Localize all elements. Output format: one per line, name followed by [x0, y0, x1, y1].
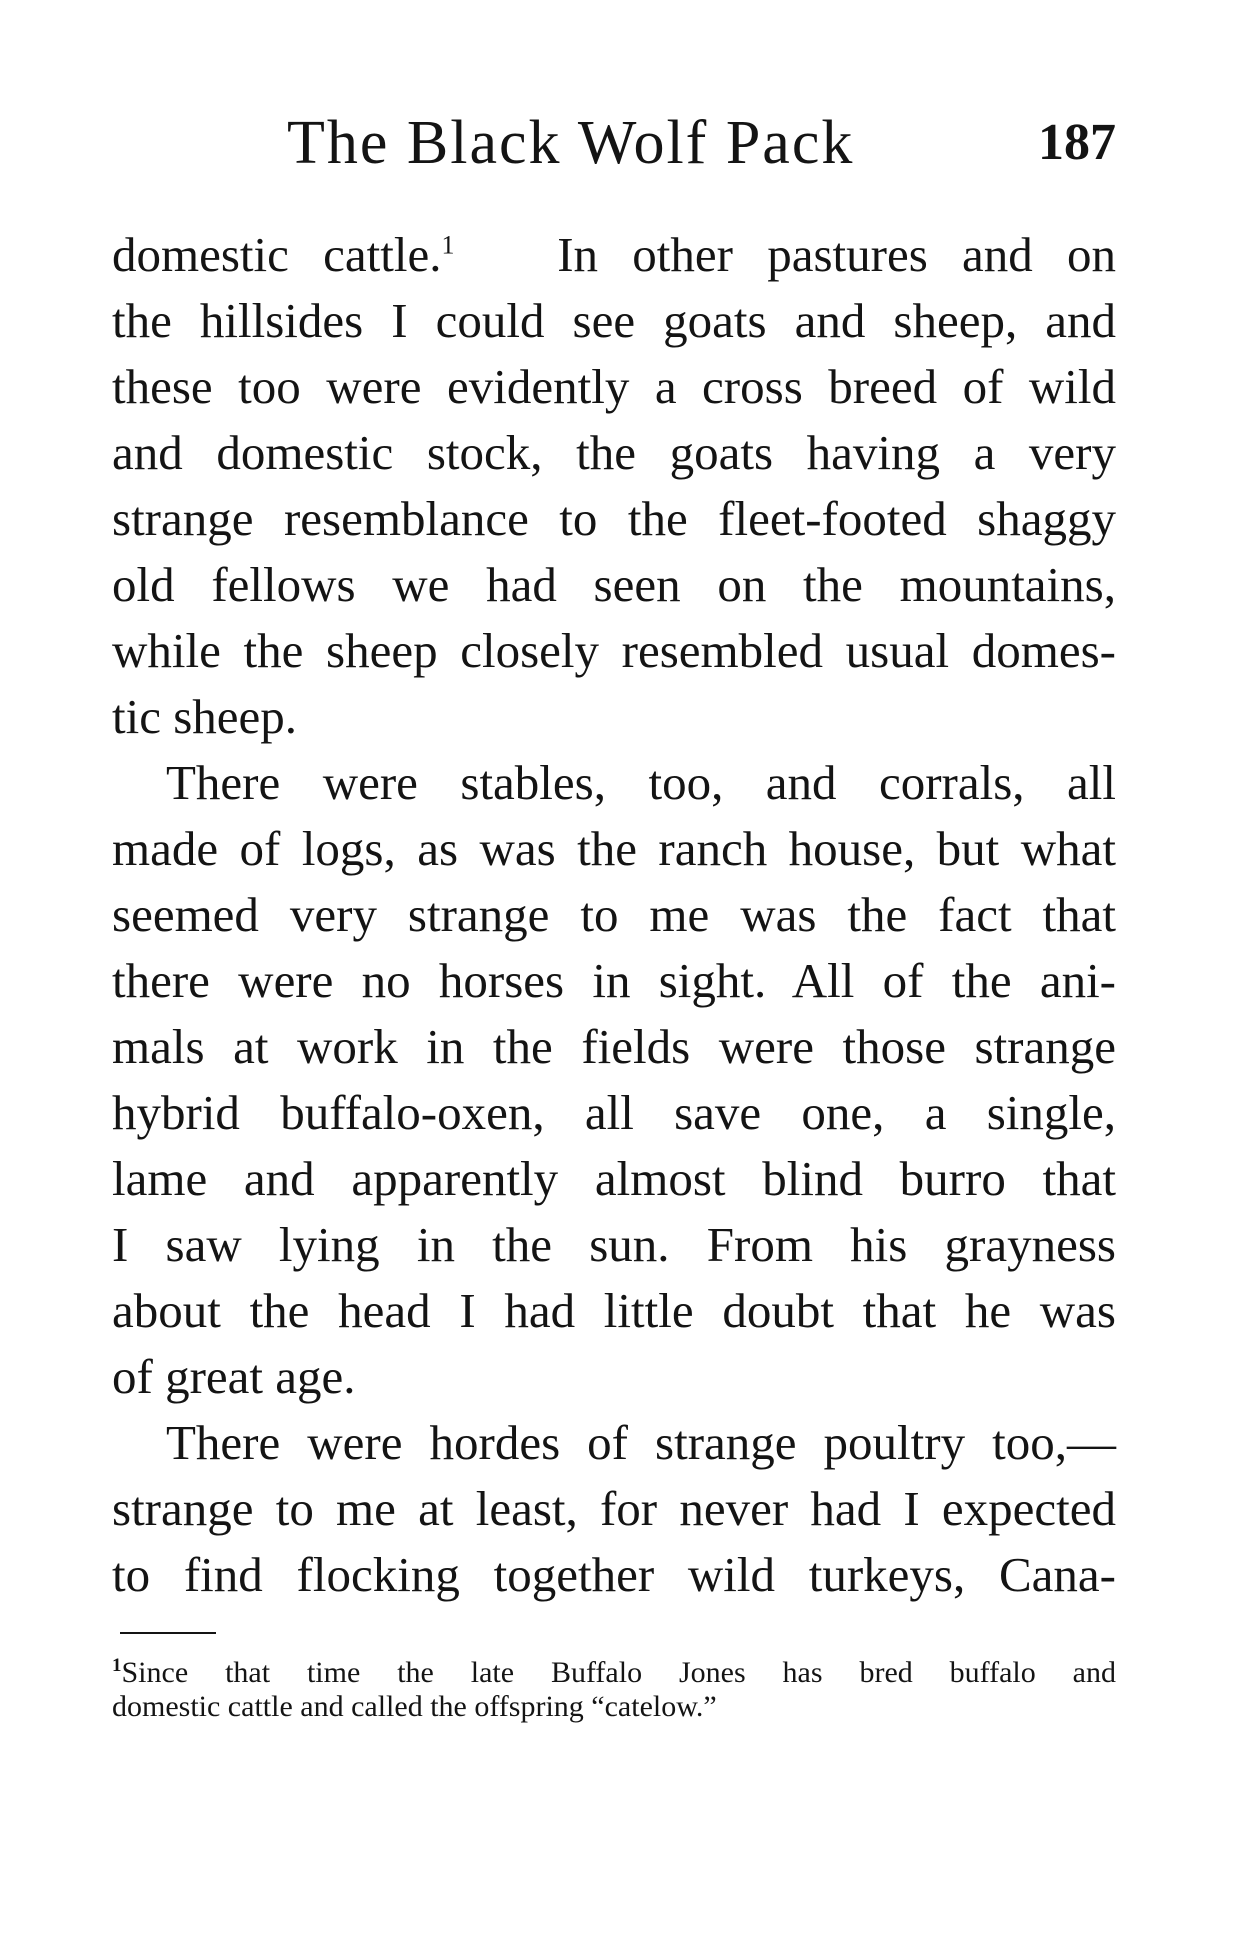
text-line: strange resemblance to the fleet-footed shaggy [112, 491, 1116, 546]
text-line: about the head I had little doubt that he was [112, 1283, 1116, 1338]
footnote [112, 1656, 1116, 1724]
text-line: mals at work in the fields were those strange [112, 1019, 1116, 1074]
text-line: of great age. [112, 1349, 356, 1404]
text-line: there were no horses in sight. All of the ani- [112, 953, 1116, 1008]
text-line: made of logs, as was the ranch house, but what [112, 821, 1116, 876]
text-line: I saw lying in the sun. From his grayness [112, 1217, 1116, 1272]
text-line: domestic cattle.$^1$ In other pastures and on [112, 227, 1117, 282]
footnote-divider [120, 1632, 216, 1634]
paragraph-1 [112, 222, 1116, 750]
text-line: to find flocking together wild turkeys, Cana- [112, 1547, 1116, 1602]
text-line: and domestic stock, the goats having a very [112, 425, 1116, 480]
text-line: seemed very strange to me was the fact that [112, 887, 1116, 942]
text-line: There were hordes of strange poultry too,— [166, 1415, 1116, 1470]
footnote-line: $^1$Since that time the late Buffalo Jones has bred buffalo and [112, 1655, 1116, 1689]
footnote-line: domestic cattle and called the offspring “catelow.” [112, 1690, 717, 1723]
footnote-reference[interactable]: 1 [441, 230, 455, 260]
paragraph-3 [112, 1410, 1116, 1608]
text-line: old fellows we had seen on the mountains, [112, 557, 1116, 612]
text-line: the hillsides I could see goats and sheep, and [112, 293, 1116, 348]
text-line: strange to me at least, for never had I expected [112, 1481, 1116, 1536]
text-line: tic sheep. [112, 689, 298, 744]
text-line: while the sheep closely resembled usual domes- [112, 623, 1116, 678]
text-line: There were stables, too, and corrals, all [166, 755, 1116, 810]
text-line: lame and apparently almost blind burro that [112, 1151, 1116, 1206]
page-number: 187 [1038, 114, 1116, 171]
page-header [112, 108, 1116, 178]
text-line: hybrid buffalo-oxen, all save one, a single, [112, 1085, 1116, 1140]
text-line: these too were evidently a cross breed of wild [112, 359, 1116, 414]
running-title: The Black Wolf Pack [287, 109, 855, 177]
footnote-mark: 1 [112, 1655, 122, 1676]
paragraph-2 [112, 750, 1116, 1410]
body-text [112, 222, 1116, 1608]
